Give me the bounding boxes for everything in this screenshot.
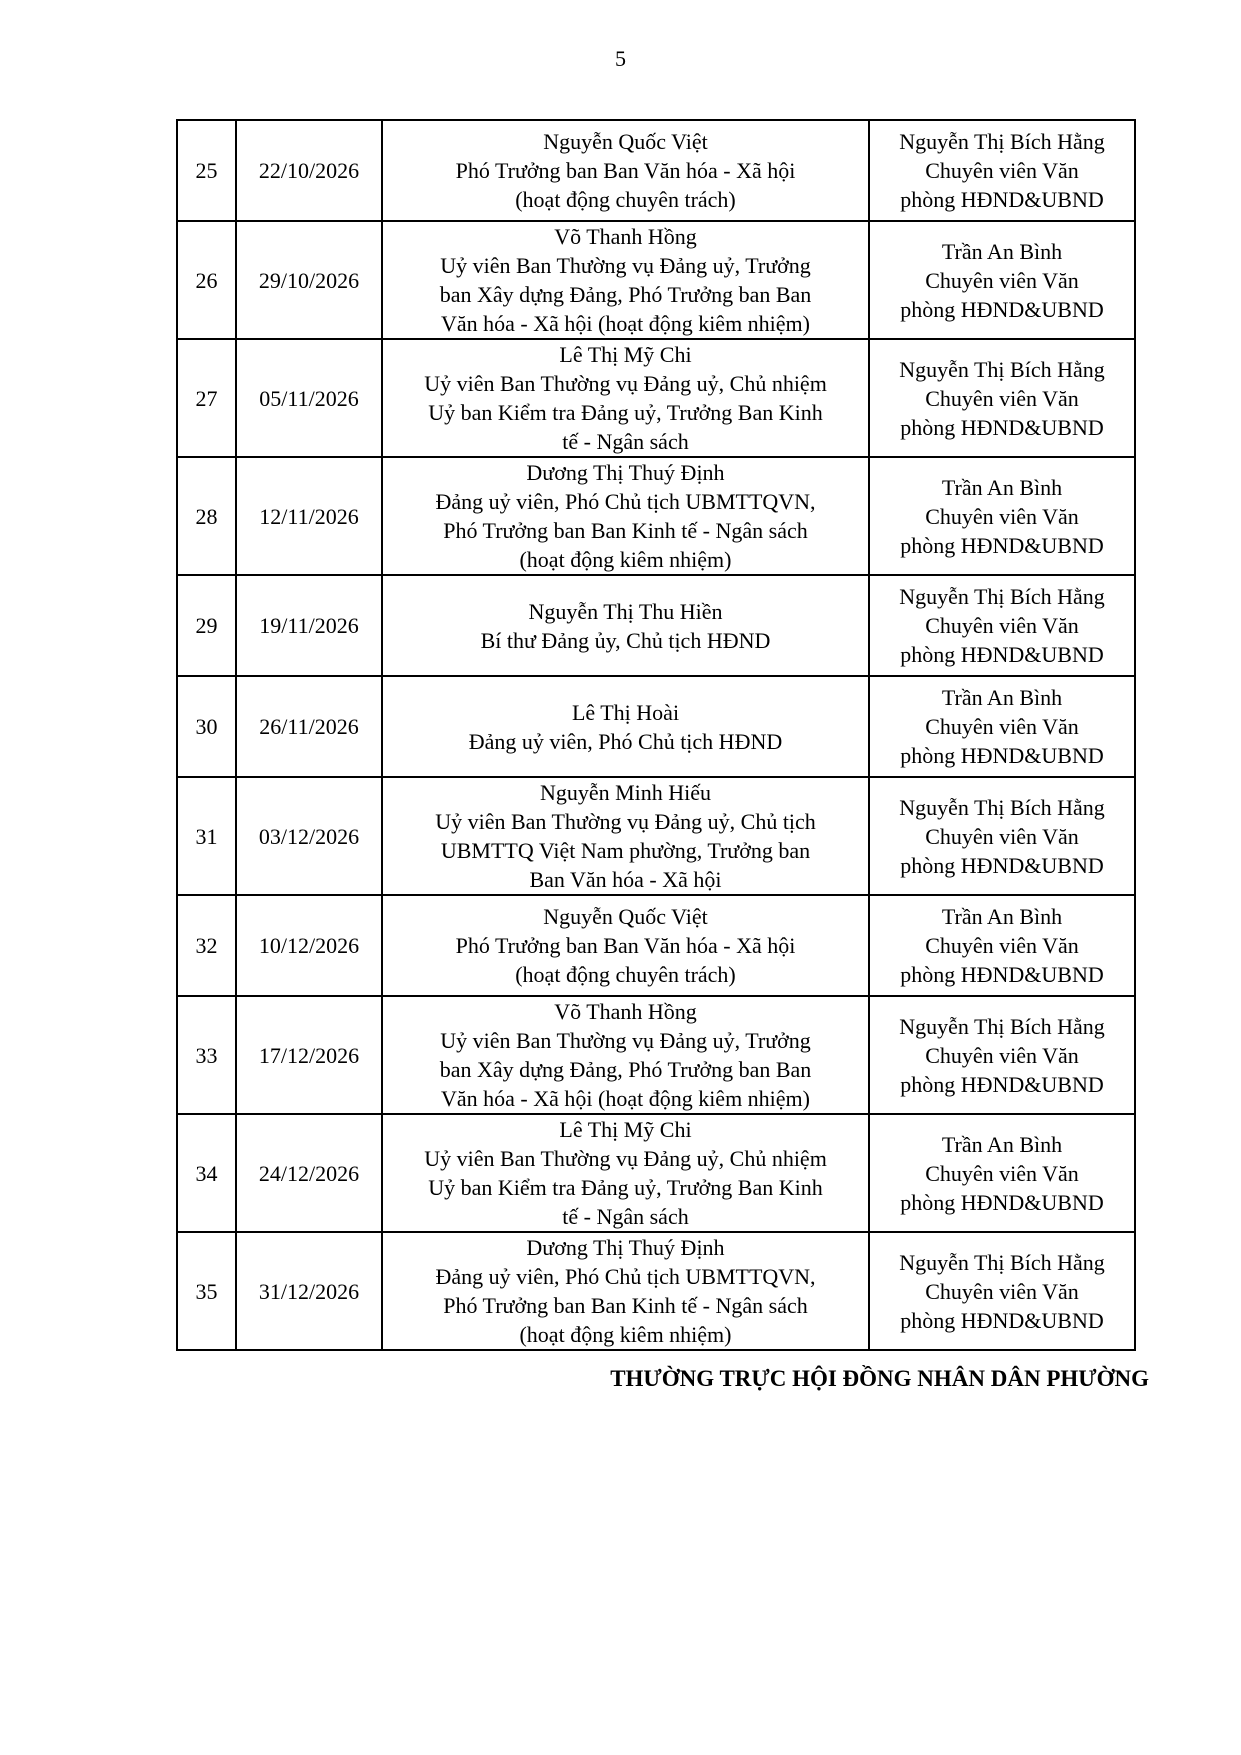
- row-number: 30: [177, 676, 236, 777]
- table-row: [177, 1232, 1135, 1350]
- row-person: [382, 1232, 869, 1350]
- row-person: [382, 221, 869, 339]
- row-person: [382, 575, 869, 676]
- schedule-table-body: [177, 120, 1135, 1350]
- person-position-line: (hoạt động chuyên trách): [515, 962, 736, 987]
- row-number: 31: [177, 777, 236, 895]
- row-number: 25: [177, 120, 236, 221]
- row-staff: [869, 777, 1135, 895]
- row-person: [382, 339, 869, 457]
- row-person: [382, 895, 869, 996]
- staff-position-line: Chuyên viên Văn: [925, 933, 1079, 958]
- person-position-line: Uỷ viên Ban Thường vụ Đảng uỷ, Trưởng: [440, 1028, 811, 1053]
- staff-position-line: phòng HĐND&UBND: [900, 187, 1104, 212]
- person-position-line: Văn hóa - Xã hội (hoạt động kiêm nhiệm): [440, 1086, 810, 1111]
- row-number: 33: [177, 996, 236, 1114]
- person-name: Lê Thị Hoài: [571, 699, 680, 725]
- person-position-line: Uỷ ban Kiểm tra Đảng uỷ, Trưởng Ban Kinh: [428, 400, 823, 425]
- row-staff: [869, 996, 1135, 1114]
- row-date: 22/10/2026: [236, 120, 382, 221]
- person-name: Võ Thanh Hồng: [554, 999, 697, 1024]
- staff-name: Nguyễn Thị Bích Hằng: [899, 1249, 1105, 1275]
- row-staff: [869, 1114, 1135, 1232]
- staff-position-line: Chuyên viên Văn: [925, 823, 1079, 849]
- row-number: 32: [177, 895, 236, 996]
- staff-position-line: phòng HĐND&UBND: [900, 962, 1104, 987]
- staff-position-line: phòng HĐND&UBND: [900, 743, 1104, 768]
- staff-position-line: phòng HĐND&UBND: [900, 1071, 1104, 1097]
- person-name: Dương Thị Thuý Định: [526, 1235, 725, 1260]
- staff-name: Trần An Bình: [941, 904, 1063, 929]
- table-row: [177, 575, 1135, 676]
- staff-position-line: phòng HĐND&UBND: [900, 642, 1104, 667]
- person-position-line: Văn hóa - Xã hội (hoạt động kiêm nhiệm): [440, 311, 810, 336]
- person-position-line: Đảng uỷ viên, Phó Chủ tịch UBMTTQVN,: [435, 1264, 816, 1289]
- person-position-line: Phó Trưởng ban Ban Kinh tế - Ngân sách: [443, 1293, 808, 1318]
- table-row: [177, 221, 1135, 339]
- staff-position-line: phòng HĐND&UBND: [900, 532, 1104, 558]
- row-person: [382, 777, 869, 895]
- staff-position-line: Chuyên viên Văn: [925, 1278, 1079, 1304]
- staff-position-line: phòng HĐND&UBND: [900, 852, 1104, 878]
- row-number: 28: [177, 457, 236, 575]
- person-position-line: Uỷ viên Ban Thường vụ Đảng uỷ, Chủ nhiệm: [424, 371, 827, 396]
- row-staff: [869, 676, 1135, 777]
- row-person: [382, 996, 869, 1114]
- staff-position-line: Chuyên viên Văn: [925, 1160, 1079, 1186]
- staff-name: Nguyễn Thị Bích Hằng: [899, 356, 1105, 382]
- person-name: Nguyễn Quốc Việt: [543, 129, 708, 154]
- person-name: Lê Thị Mỹ Chi: [559, 1117, 692, 1142]
- row-date: 12/11/2026: [236, 457, 382, 575]
- person-position-line: (hoạt động chuyên trách): [515, 187, 736, 212]
- staff-name: Nguyễn Thị Bích Hằng: [899, 1013, 1105, 1039]
- row-number: 35: [177, 1232, 236, 1350]
- row-staff: [869, 339, 1135, 457]
- row-date: 17/12/2026: [236, 996, 382, 1114]
- person-position-line: (hoạt động kiêm nhiệm): [519, 547, 732, 572]
- person-position-line: Uỷ ban Kiểm tra Đảng uỷ, Trưởng Ban Kinh: [428, 1175, 823, 1200]
- table-row: [177, 676, 1135, 777]
- person-position-line: Uỷ viên Ban Thường vụ Đảng uỷ, Chủ nhiệm: [424, 1146, 827, 1171]
- staff-position-line: phòng HĐND&UBND: [900, 414, 1104, 440]
- staff-name: Nguyễn Thị Bích Hằng: [899, 129, 1105, 154]
- row-date: 31/12/2026: [236, 1232, 382, 1350]
- row-staff: [869, 895, 1135, 996]
- row-number: 29: [177, 575, 236, 676]
- person-position-line: Uỷ viên Ban Thường vụ Đảng uỷ, Chủ tịch: [435, 809, 816, 834]
- row-person: [382, 676, 869, 777]
- row-staff: [869, 120, 1135, 221]
- person-position-line: (hoạt động kiêm nhiệm): [519, 1322, 732, 1347]
- row-date: 03/12/2026: [236, 777, 382, 895]
- staff-position-line: phòng HĐND&UBND: [900, 296, 1104, 322]
- row-date: 24/12/2026: [236, 1114, 382, 1232]
- person-position-line: Đảng uỷ viên, Phó Chủ tịch HĐND: [468, 728, 783, 754]
- person-name: Võ Thanh Hồng: [554, 224, 697, 249]
- page-number: 5: [615, 46, 626, 71]
- signature-title: THƯỜNG TRỰC HỘI ĐỒNG NHÂN DÂN PHƯỜNG: [610, 1366, 1149, 1391]
- person-position-line: Phó Trưởng ban Ban Văn hóa - Xã hội: [455, 158, 796, 183]
- staff-position-line: Chuyên viên Văn: [925, 503, 1079, 529]
- staff-position-line: Chuyên viên Văn: [925, 613, 1079, 638]
- row-date: 05/11/2026: [236, 339, 382, 457]
- table-row: [177, 996, 1135, 1114]
- person-position-line: UBMTTQ Việt Nam phường, Trưởng ban: [440, 838, 811, 863]
- staff-name: Trần An Bình: [941, 1131, 1063, 1157]
- table-row: [177, 777, 1135, 895]
- staff-name: Trần An Bình: [941, 474, 1063, 500]
- row-date: 26/11/2026: [236, 676, 382, 777]
- row-number: 34: [177, 1114, 236, 1232]
- staff-position-line: Chuyên viên Văn: [925, 158, 1079, 183]
- person-position-line: Bí thư Đảng ủy, Chủ tịch HĐND: [480, 627, 771, 653]
- table-row: [177, 339, 1135, 457]
- staff-position-line: phòng HĐND&UBND: [900, 1307, 1104, 1333]
- table-row: [177, 895, 1135, 996]
- staff-name: Nguyễn Thị Bích Hằng: [899, 584, 1105, 609]
- row-date: 19/11/2026: [236, 575, 382, 676]
- staff-name: Nguyễn Thị Bích Hằng: [899, 794, 1105, 820]
- person-position-line: Đảng uỷ viên, Phó Chủ tịch UBMTTQVN,: [435, 489, 816, 514]
- person-position-line: Ban Văn hóa - Xã hội: [529, 867, 722, 892]
- person-name: Nguyễn Thị Thu Hiền: [528, 598, 723, 624]
- staff-name: Trần An Bình: [941, 685, 1063, 710]
- person-position-line: ban Xây dựng Đảng, Phó Trưởng ban Ban: [439, 1057, 812, 1082]
- person-position-line: tế - Ngân sách: [562, 429, 689, 454]
- staff-position-line: Chuyên viên Văn: [925, 385, 1079, 411]
- person-name: Nguyễn Quốc Việt: [543, 904, 708, 929]
- person-name: Lê Thị Mỹ Chi: [559, 342, 692, 367]
- row-staff: [869, 1232, 1135, 1350]
- row-person: [382, 120, 869, 221]
- row-staff: [869, 457, 1135, 575]
- person-position-line: Phó Trưởng ban Ban Văn hóa - Xã hội: [455, 933, 796, 958]
- person-name: Dương Thị Thuý Định: [526, 460, 725, 485]
- row-date: 29/10/2026: [236, 221, 382, 339]
- staff-position-line: Chuyên viên Văn: [925, 267, 1079, 293]
- staff-position-line: Chuyên viên Văn: [925, 714, 1079, 739]
- staff-position-line: phòng HĐND&UBND: [900, 1189, 1104, 1215]
- row-person: [382, 457, 869, 575]
- staff-position-line: Chuyên viên Văn: [925, 1042, 1079, 1068]
- person-position-line: Uỷ viên Ban Thường vụ Đảng uỷ, Trưởng: [440, 253, 811, 278]
- table-row: [177, 1114, 1135, 1232]
- row-number: 26: [177, 221, 236, 339]
- person-position-line: ban Xây dựng Đảng, Phó Trưởng ban Ban: [439, 282, 812, 307]
- person-position-line: tế - Ngân sách: [562, 1204, 689, 1229]
- row-person: [382, 1114, 869, 1232]
- table-row: [177, 457, 1135, 575]
- row-staff: [869, 221, 1135, 339]
- row-date: 10/12/2026: [236, 895, 382, 996]
- person-position-line: Phó Trưởng ban Ban Kinh tế - Ngân sách: [443, 518, 808, 543]
- person-name: Nguyễn Minh Hiếu: [539, 780, 712, 805]
- staff-name: Trần An Bình: [941, 238, 1063, 264]
- row-number: 27: [177, 339, 236, 457]
- table-row: [177, 120, 1135, 221]
- row-staff: [869, 575, 1135, 676]
- schedule-table: [176, 119, 1136, 1351]
